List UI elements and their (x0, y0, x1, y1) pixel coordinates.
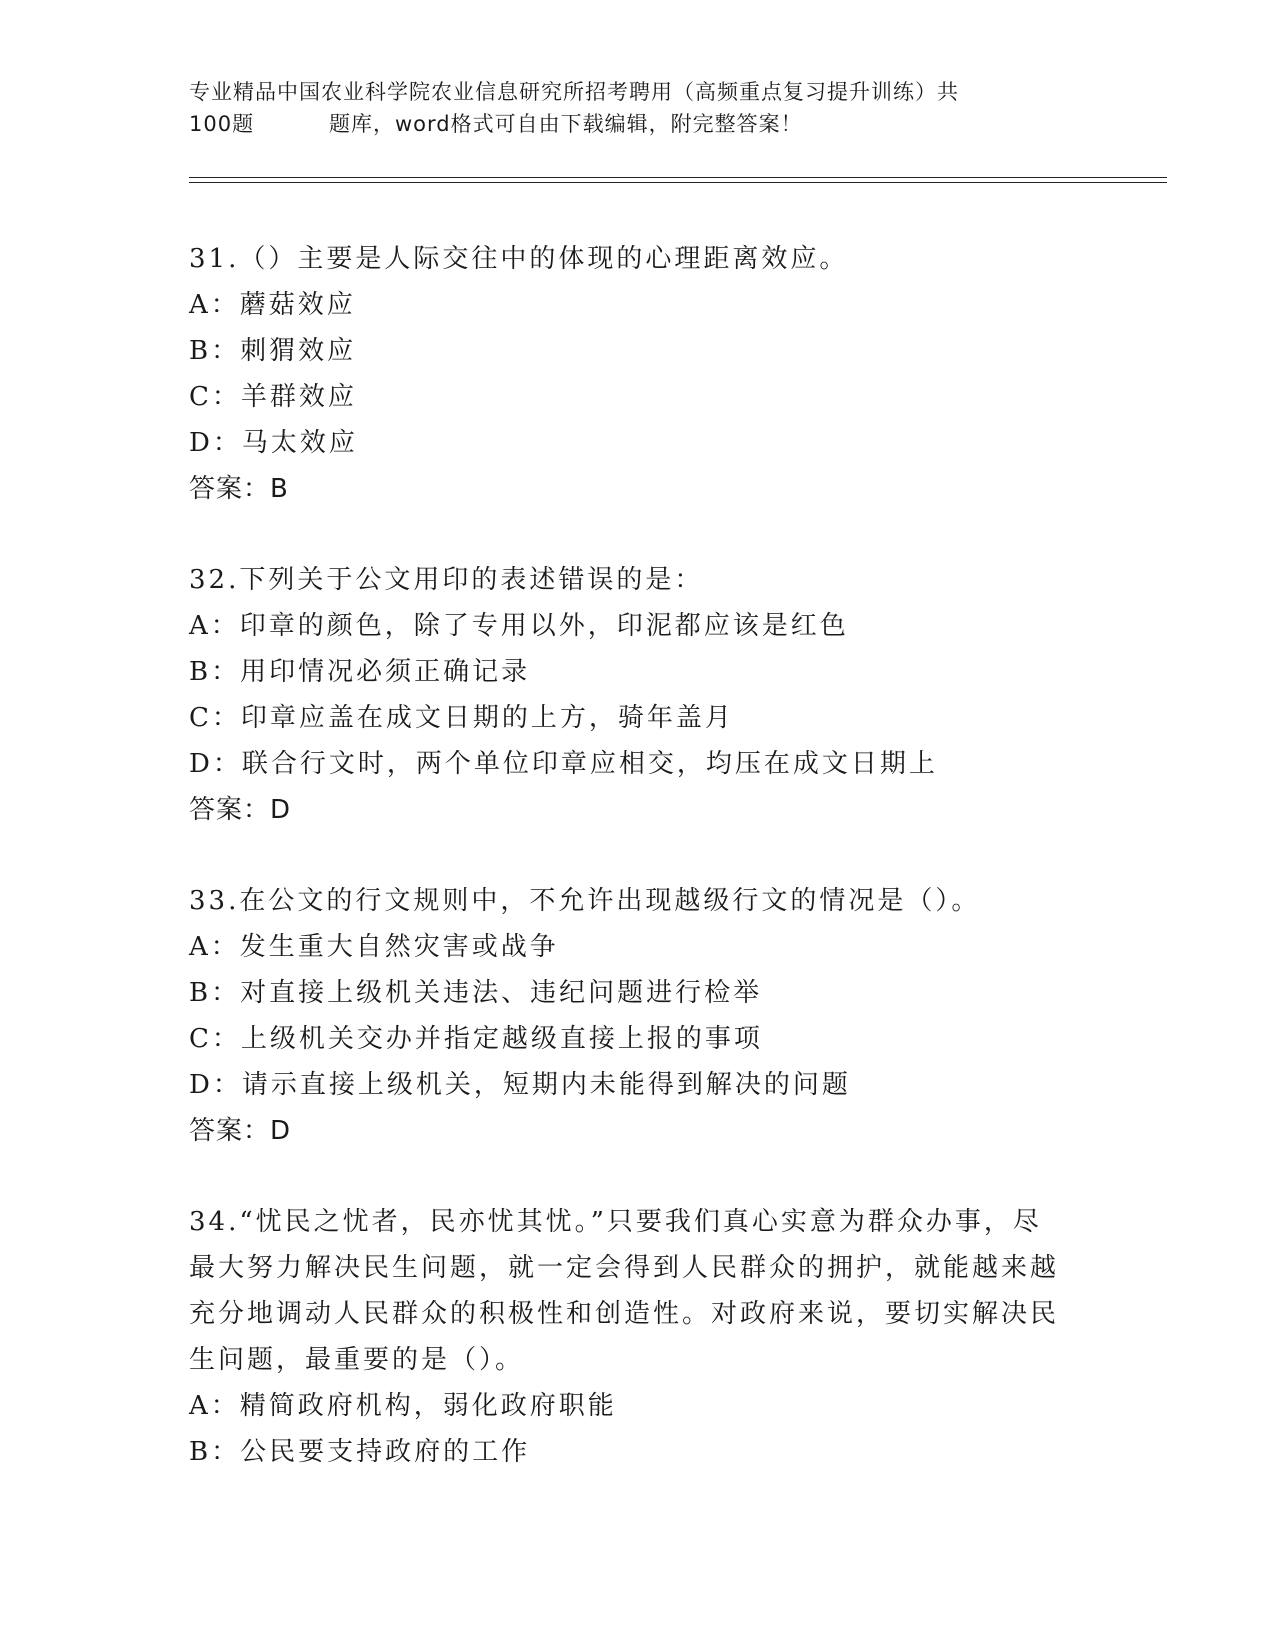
question-stem-line: 生问题，最重要的是（）。 (189, 1345, 525, 1375)
option-b: B：用印情况必须正确记录 (189, 657, 531, 687)
option-d: D：联合行文时，两个单位印章应相交，均压在成文日期上 (189, 749, 938, 779)
option-c: C：上级机关交办并指定越级直接上报的事项 (189, 1024, 763, 1054)
answer-key: 答案：B (189, 474, 289, 504)
option-d: D：请示直接上级机关，短期内未能得到解决的问题 (189, 1070, 851, 1100)
answer-key: 答案：D (189, 1116, 292, 1146)
question-stem: 32.下列关于公文用印的表述错误的是： (189, 565, 704, 595)
option-b: B：公民要支持政府的工作 (189, 1437, 531, 1467)
header-title-line: 专业精品中国农业科学院农业信息研究所招考聘用（高频重点复习提升训练）共 (189, 80, 959, 104)
question-stem-line: 最大努力解决民生问题，就一定会得到人民群众的拥护，就能越来越 (189, 1253, 1060, 1283)
option-a: A：发生重大自然灾害或战争 (189, 932, 559, 962)
question-count: 100题 (189, 112, 255, 136)
option-a: A：精简政府机构，弱化政府职能 (189, 1391, 617, 1421)
header-subtitle-line (189, 108, 1069, 140)
option-b: B：刺猬效应 (189, 336, 357, 366)
option-c: C：印章应盖在成文日期的上方，骑年盖月 (189, 703, 734, 733)
question-34 (189, 1199, 1089, 1475)
option-c: C：羊群效应 (189, 382, 357, 412)
header-divider-bottom (189, 182, 1167, 183)
question-31 (189, 236, 1089, 512)
question-stem: 31.（）主要是人际交往中的体现的心理距离效应。 (189, 244, 849, 274)
option-b: B：对直接上级机关违法、违纪问题进行检举 (189, 978, 763, 1008)
question-stem-line: 34.“忧民之忧者，民亦忧其忧。”只要我们真心实意为群众办事，尽 (189, 1207, 1042, 1237)
option-a: A：印章的颜色，除了专用以外，印泥都应该是红色 (189, 611, 849, 641)
option-a: A：蘑菇效应 (189, 290, 356, 320)
question-stem-line: 充分地调动人民群众的积极性和创造性。对政府来说，要切实解决民 (189, 1299, 1060, 1329)
question-stem: 33.在公文的行文规则中，不允许出现越级行文的情况是（）。 (189, 886, 981, 916)
option-d: D：马太效应 (189, 428, 358, 458)
answer-key: 答案：D (189, 795, 292, 825)
question-33 (189, 878, 1089, 1154)
page-header (189, 76, 1069, 140)
header-divider-top (189, 177, 1167, 178)
header-description: 题库，word格式可自由下载编辑，附完整答案！ (329, 112, 803, 136)
question-32 (189, 557, 1089, 833)
